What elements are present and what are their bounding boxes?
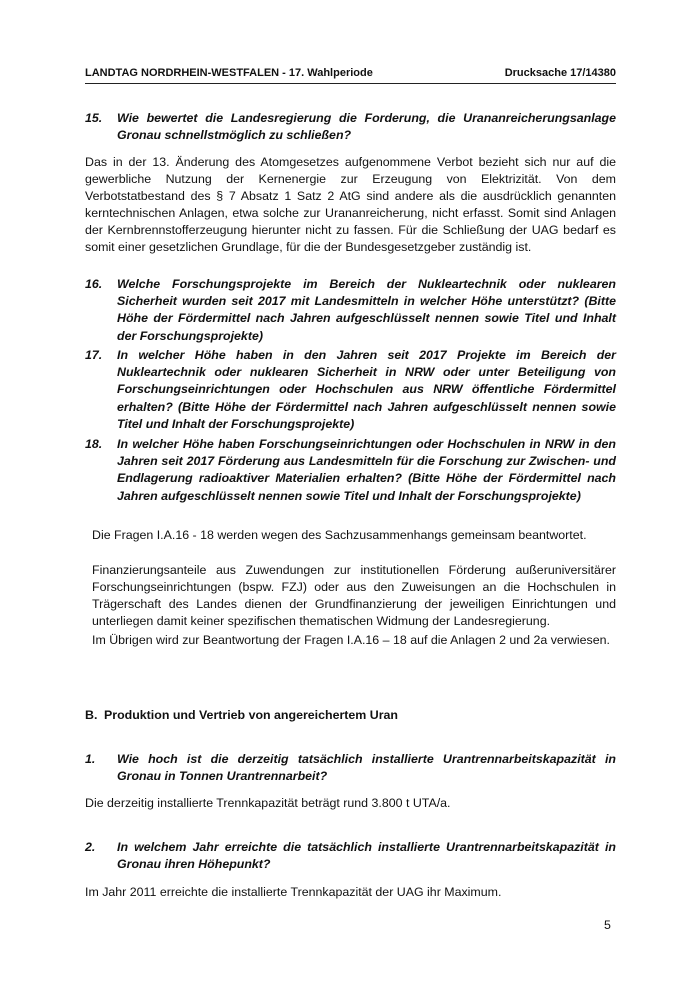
- question-text: In welchem Jahr erreichte die tatsächlich installierte Urantrennarbeitskapazität in Gronau ihren Höhepunkt?: [117, 840, 616, 872]
- section-title: Produktion und Vertrieb von angereichertem Uran: [104, 708, 398, 722]
- question-text: In welcher Höhe haben in den Jahren seit 2017 Projekte im Bereich der Nukleartechnik oder nuklearen Sicherheit in NRW oder unter Beteiligung von Forschungseinrichtungen oder Hochschulen aus NRW öffentliche Fördermittel erhalten? (Bitte Höhe der Fördermittel nach Jahren aufgeschlüsselt nennen sowie Titel und Inhalt der Forschungsprojekte): [117, 348, 616, 431]
- page-number: 5: [604, 918, 611, 932]
- question-number: 17.: [85, 348, 103, 362]
- question-17: [85, 347, 616, 433]
- answer-b1: Die derzeitig installierte Trennkapazität beträgt rund 3.800 t UTA/a.: [85, 796, 451, 810]
- question-text: In welcher Höhe haben Forschungseinrichtungen oder Hochschulen in NRW in den Jahren seit 2017 Förderung aus Landesmitteln für die Forschung zur Zwischen- und Endlagerung radioaktiver Materialien erhalten? (Bitte Höhe der Fördermittel nach Jahren aufgeschlüsselt nennen sowie Titel und Inhalt der Forschungsprojekte): [117, 437, 616, 503]
- question-number: 18.: [85, 437, 103, 451]
- question-b2: [85, 839, 616, 873]
- answer-16-18-intro: Die Fragen I.A.16 - 18 werden wegen des Sachzusammenhangs gemeinsam beantwortet.: [92, 528, 587, 542]
- question-number: 2.: [85, 840, 96, 854]
- answer-15: Das in der 13. Änderung des Atomgesetzes aufgenommene Verbot bezieht sich nur auf die gewerbliche Nutzung der Kernenergie zur Erzeugung von Elektrizität. Von dem Verbotstatbestand des § 7 Absatz 1 Satz 2 AtG sind andere als die ausdrücklich genannten kerntechnischen Anlagen, etwa solche zur Urananreicherung, nicht erfasst. Somit sind Anlagen der Kernbrennstofferzeugung hierunter nicht zu fassen. Für die Schließung der UAG bedarf es somit einer gesetzlichen Grundlage, für die der Bundesgesetzgeber zuständig ist.: [85, 155, 616, 254]
- question-number: 15.: [85, 111, 103, 125]
- question-number: 1.: [85, 752, 96, 766]
- question-18: [85, 436, 616, 505]
- question-b1: [85, 751, 616, 785]
- question-text: Welche Forschungsprojekte im Bereich der Nukleartechnik oder nuklearen Sicherheit wurden seit 2017 mit Landesmitteln in welcher Höhe unterstützt? (Bitte Höhe der Fördermittel nach Jahren aufgeschlüsselt nennen sowie Titel und Inhalt der Forschungsprojekte): [117, 277, 616, 343]
- question-number: 16.: [85, 277, 103, 291]
- question-15: [85, 110, 616, 144]
- header-divider: [85, 83, 616, 84]
- header-parliament: LANDTAG NORDRHEIN-WESTFALEN - 17. Wahlperiode: [85, 67, 373, 79]
- question-text: Wie hoch ist die derzeitig tatsächlich installierte Urantrennarbeitskapazität in Gronau in Tonnen Urantrennarbeit?: [117, 752, 616, 784]
- answer-16-18-funding: Finanzierungsanteile aus Zuwendungen zur institutionellen Förderung außeruniversitärer Forschungseinrichtungen (bspw. FZJ) oder aus den Zuweisungen an die Hochschulen in Trägerschaft des Landes dienen der Grundfinanzierung der jeweiligen Einrichtungen und unterliegen damit keiner spezifischen thematischen Widmung der Landesregierung.: [92, 563, 616, 628]
- section-number: B.: [85, 708, 98, 722]
- question-16: [85, 276, 616, 345]
- answer-b2: Im Jahr 2011 erreichte die installierte Trennkapazität der UAG ihr Maximum.: [85, 885, 502, 899]
- question-text: Wie bewertet die Landesregierung die Forderung, die Urananreicherungsanlage Gronau schnellstmöglich zu schließen?: [117, 111, 616, 143]
- header-document-number: Drucksache 17/14380: [504, 67, 616, 79]
- answer-16-18-reference: Im Übrigen wird zur Beantwortung der Fragen I.A.16 – 18 auf die Anlagen 2 und 2a verwiesen.: [92, 633, 610, 647]
